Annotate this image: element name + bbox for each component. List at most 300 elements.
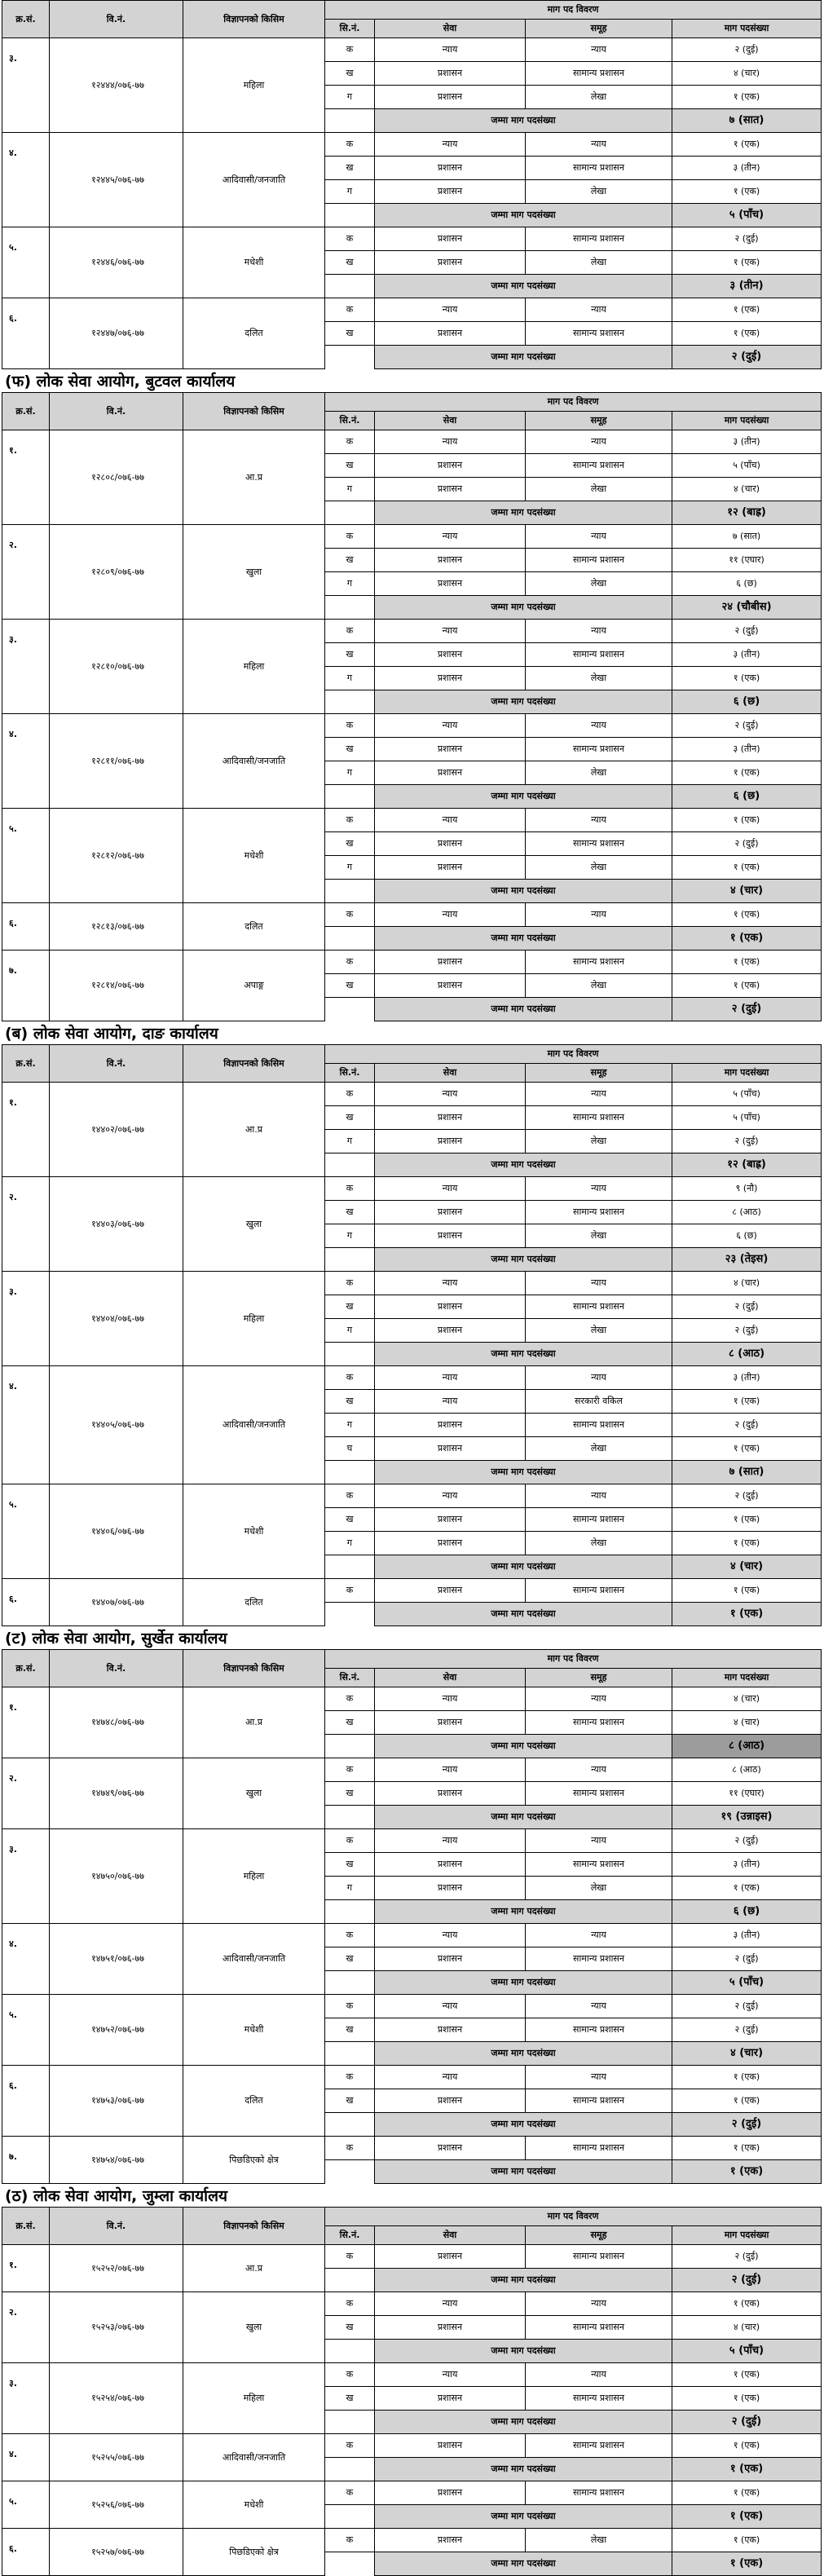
table-row <box>2 809 822 832</box>
sn-cell: क <box>325 1924 375 1947</box>
total-blank <box>325 2160 375 2184</box>
header-row <box>2 393 822 412</box>
total-blank <box>325 109 375 133</box>
service-cell: प्रशासन <box>375 761 526 785</box>
sn-cell: ख <box>325 832 375 856</box>
sn-cell: ख <box>325 1853 375 1877</box>
table-row <box>2 1924 822 1947</box>
group-cell: सामान्य प्रशासन <box>526 1947 672 1971</box>
serial-cell: ६. <box>2 903 50 951</box>
count-cell: १ (एक) <box>672 1532 822 1555</box>
total-label: जम्मा माग पदसंख्या <box>375 1603 672 1626</box>
table-row <box>2 1687 822 1711</box>
sn-cell: क <box>325 1758 375 1782</box>
header-detail: माग पद विवरण <box>325 1045 822 1064</box>
header-ad-type: विज्ञापनको किसिम <box>183 2208 325 2245</box>
group-cell: न्याय <box>526 620 672 643</box>
header-serial: क्र.सं. <box>2 393 50 430</box>
count-cell: ११ (एघार) <box>672 1782 822 1806</box>
count-cell: ४ (चार) <box>672 2316 822 2340</box>
serial-cell: ४. <box>2 714 50 809</box>
ad-number-cell: १२४४७/०७६-७७ <box>50 298 183 369</box>
header-sn: सि.नं. <box>325 20 375 38</box>
total-blank <box>325 1900 375 1924</box>
vacancy-table <box>2 1044 822 1626</box>
ad-number-cell: १२८१३/०७६-७७ <box>50 903 183 951</box>
sn-cell: ख <box>325 738 375 761</box>
count-cell: ३ (तीन) <box>672 1366 822 1390</box>
total-value: ६ (छ) <box>672 1900 822 1924</box>
group-cell: न्याय <box>526 1924 672 1947</box>
total-blank <box>325 927 375 951</box>
ad-type-cell: महिला <box>183 1272 325 1366</box>
service-cell: न्याय <box>375 525 526 549</box>
sn-cell: ख <box>325 2316 375 2340</box>
count-cell: २ (दुई) <box>672 1295 822 1319</box>
count-cell: २ (दुई) <box>672 1995 822 2018</box>
group-cell: लेखा <box>526 251 672 275</box>
header-detail: माग पद विवरण <box>325 2208 822 2226</box>
sn-cell: ख <box>325 157 375 180</box>
service-cell: प्रशासन <box>375 2434 526 2458</box>
total-blank <box>325 1971 375 1995</box>
sn-cell: ग <box>325 1319 375 1343</box>
group-cell: सामान्य प्रशासन <box>526 1579 672 1603</box>
header-count: माग पदसंख्या <box>672 2226 822 2245</box>
service-cell: प्रशासन <box>375 2137 526 2160</box>
service-cell: प्रशासन <box>375 2481 526 2505</box>
table-row <box>2 227 822 251</box>
count-cell: १ (एक) <box>672 133 822 157</box>
header-group: समूह <box>526 1064 672 1083</box>
header-row <box>2 1 822 20</box>
serial-cell: ३. <box>2 2363 50 2434</box>
total-value: ७ (सात) <box>672 1461 822 1484</box>
service-cell: प्रशासन <box>375 251 526 275</box>
count-cell: २ (दुई) <box>672 227 822 251</box>
sn-cell: क <box>325 1579 375 1603</box>
total-blank <box>325 501 375 525</box>
header-ad-number: वि.नं. <box>50 2208 183 2245</box>
header-row <box>2 1650 822 1669</box>
service-cell: न्याय <box>375 1177 526 1201</box>
count-cell: २ (दुई) <box>672 38 822 62</box>
group-cell: सामान्य प्रशासन <box>526 227 672 251</box>
count-cell: ३ (तीन) <box>672 643 822 667</box>
serial-cell: ४. <box>2 2434 50 2481</box>
group-cell: लेखा <box>526 974 672 998</box>
group-cell: लेखा <box>526 667 672 690</box>
total-value: २ (दुई) <box>672 2269 822 2292</box>
sn-cell: ख <box>325 2018 375 2042</box>
total-value: २ (दुई) <box>672 346 822 369</box>
ad-type-cell: खुला <box>183 1758 325 1829</box>
header-group: समूह <box>526 1669 672 1687</box>
service-cell: प्रशासन <box>375 832 526 856</box>
service-cell: प्रशासन <box>375 157 526 180</box>
group-cell: सामान्य प्रशासन <box>526 832 672 856</box>
header-serial: क्र.सं. <box>2 2208 50 2245</box>
count-cell: २ (दुई) <box>672 1414 822 1437</box>
ad-type-cell: आदिवासी/जनजाति <box>183 1366 325 1484</box>
ad-type-cell: आ.प्र <box>183 1083 325 1177</box>
ad-type-cell: आदिवासी/जनजाति <box>183 133 325 227</box>
sn-cell: ख <box>325 1508 375 1532</box>
total-value: ६ (छ) <box>672 690 822 714</box>
group-cell: न्याय <box>526 1687 672 1711</box>
header-count: माग पदसंख्या <box>672 412 822 430</box>
group-cell: सामान्य प्रशासन <box>526 454 672 478</box>
service-cell: न्याय <box>375 38 526 62</box>
service-cell: न्याय <box>375 1366 526 1390</box>
count-cell: ११ (एघार) <box>672 549 822 572</box>
total-value: १ (एक) <box>672 2552 822 2576</box>
group-cell: सामान्य प्रशासन <box>526 2018 672 2042</box>
group-cell: सामान्य प्रशासन <box>526 2089 672 2113</box>
total-label: जम्मा माग पदसंख्या <box>375 2269 672 2292</box>
ad-number-cell: १२८१४/०७६-७७ <box>50 951 183 1021</box>
service-cell: प्रशासन <box>375 478 526 501</box>
sn-cell: क <box>325 1272 375 1295</box>
sn-cell: ख <box>325 643 375 667</box>
serial-cell: २. <box>2 1177 50 1272</box>
service-cell: प्रशासन <box>375 2529 526 2552</box>
ad-type-cell: पिछडिएको क्षेत्र <box>183 2529 325 2576</box>
total-label: जम्मा माग पदसंख्या <box>375 1806 672 1829</box>
header-count: माग पदसंख्या <box>672 20 822 38</box>
service-cell: प्रशासन <box>375 1437 526 1461</box>
service-cell: प्रशासन <box>375 2089 526 2113</box>
ad-number-cell: १४४०४/०७६-७७ <box>50 1272 183 1366</box>
total-label: जम्मा माग पदसंख्या <box>375 275 672 298</box>
total-value: १ (एक) <box>672 927 822 951</box>
table-row <box>2 1272 822 1295</box>
table-row <box>2 525 822 549</box>
header-ad-type: विज्ञापनको किसिम <box>183 1 325 38</box>
count-cell: १ (एक) <box>672 298 822 322</box>
sn-cell: ख <box>325 1711 375 1735</box>
serial-cell: १. <box>2 430 50 525</box>
ad-type-cell: खुला <box>183 1177 325 1272</box>
count-cell: ५ (पाँच) <box>672 1106 822 1130</box>
service-cell: प्रशासन <box>375 62 526 86</box>
serial-cell: ३. <box>2 1272 50 1366</box>
total-value: ४ (चार) <box>672 1555 822 1579</box>
total-label: जम्मा माग पदसंख्या <box>375 2505 672 2529</box>
group-cell: न्याय <box>526 430 672 454</box>
ad-number-cell: १२८१०/०७६-७७ <box>50 620 183 714</box>
count-cell: २ (दुई) <box>672 832 822 856</box>
total-blank <box>325 204 375 227</box>
vacancy-table <box>2 1649 822 2184</box>
sn-cell: क <box>325 1995 375 2018</box>
service-cell: न्याय <box>375 903 526 927</box>
count-cell: २ (दुई) <box>672 620 822 643</box>
sn-cell: ग <box>325 856 375 880</box>
header-service: सेवा <box>375 412 526 430</box>
total-blank <box>325 785 375 809</box>
group-cell: सामान्य प्रशासन <box>526 1782 672 1806</box>
table-row <box>2 1083 822 1106</box>
sn-cell: ग <box>325 1130 375 1153</box>
group-cell: न्याय <box>526 525 672 549</box>
service-cell: न्याय <box>375 1083 526 1106</box>
count-cell: ९ (नौ) <box>672 1177 822 1201</box>
total-blank <box>325 275 375 298</box>
serial-cell: ६. <box>2 1579 50 1626</box>
group-cell: सामान्य प्रशासन <box>526 549 672 572</box>
sn-cell: ग <box>325 1414 375 1437</box>
table-row <box>2 133 822 157</box>
ad-type-cell: आदिवासी/जनजाति <box>183 2434 325 2481</box>
count-cell: १ (एक) <box>672 903 822 927</box>
count-cell: १ (एक) <box>672 1390 822 1414</box>
total-label: जम्मा माग पदसंख्या <box>375 1735 672 1758</box>
count-cell: ४ (चार) <box>672 478 822 501</box>
group-cell: लेखा <box>526 1437 672 1461</box>
ad-type-cell: आ.प्र <box>183 2245 325 2292</box>
sn-cell: ख <box>325 2387 375 2411</box>
serial-cell: ३. <box>2 1829 50 1924</box>
table-row <box>2 298 822 322</box>
sn-cell: क <box>325 903 375 927</box>
service-cell: न्याय <box>375 1758 526 1782</box>
ad-type-cell: अपाङ्ग <box>183 951 325 1021</box>
total-label: जम्मा माग पदसंख्या <box>375 927 672 951</box>
group-cell: लेखा <box>526 856 672 880</box>
ad-number-cell: १५२५३/०७६-७७ <box>50 2292 183 2363</box>
serial-cell: ५. <box>2 227 50 298</box>
header-group: समूह <box>526 2226 672 2245</box>
service-cell: न्याय <box>375 133 526 157</box>
header-service: सेवा <box>375 2226 526 2245</box>
group-cell: न्याय <box>526 298 672 322</box>
sn-cell: ग <box>325 1532 375 1555</box>
sn-cell: क <box>325 2529 375 2552</box>
count-cell: १ (एक) <box>672 322 822 346</box>
table-row <box>2 951 822 974</box>
header-service: सेवा <box>375 1064 526 1083</box>
total-blank <box>325 880 375 903</box>
count-cell: १ (एक) <box>672 2066 822 2089</box>
ad-type-cell: महिला <box>183 38 325 133</box>
total-value: ३ (तीन) <box>672 275 822 298</box>
service-cell: प्रशासन <box>375 1711 526 1735</box>
service-cell: प्रशासन <box>375 738 526 761</box>
ad-type-cell: मधेशी <box>183 1995 325 2066</box>
total-label: जम्मा माग पदसंख्या <box>375 204 672 227</box>
ad-type-cell: आ.प्र <box>183 430 325 525</box>
ad-number-cell: १२४४४/०७६-७७ <box>50 38 183 133</box>
sn-cell: ख <box>325 1390 375 1414</box>
total-value: ५ (पाँच) <box>672 2340 822 2363</box>
header-ad-type: विज्ञापनको किसिम <box>183 1045 325 1083</box>
serial-cell: ६. <box>2 2529 50 2576</box>
sn-cell: क <box>325 951 375 974</box>
group-cell: न्याय <box>526 1484 672 1508</box>
total-label: जम्मा माग पदसंख्या <box>375 998 672 1021</box>
ad-number-cell: १४४०५/०७६-७७ <box>50 1366 183 1484</box>
sn-cell: ग <box>325 572 375 596</box>
service-cell: प्रशासन <box>375 1295 526 1319</box>
total-label: जम्मा माग पदसंख्या <box>375 109 672 133</box>
total-label: जम्मा माग पदसंख्या <box>375 2552 672 2576</box>
count-cell: १ (एक) <box>672 2434 822 2458</box>
ad-type-cell: आ.प्र <box>183 1687 325 1758</box>
serial-cell: १. <box>2 2245 50 2292</box>
header-serial: क्र.सं. <box>2 1 50 38</box>
service-cell: प्रशासन <box>375 1130 526 1153</box>
service-cell: प्रशासन <box>375 1947 526 1971</box>
service-cell: प्रशासन <box>375 1201 526 1224</box>
group-cell: लेखा <box>526 572 672 596</box>
service-cell: न्याय <box>375 1995 526 2018</box>
sn-cell: क <box>325 2137 375 2160</box>
sn-cell: ख <box>325 454 375 478</box>
sn-cell: क <box>325 1083 375 1106</box>
sn-cell: ख <box>325 974 375 998</box>
count-cell: २ (दुई) <box>672 1947 822 1971</box>
serial-cell: १. <box>2 1083 50 1177</box>
header-count: माग पदसंख्या <box>672 1669 822 1687</box>
table-row <box>2 2363 822 2387</box>
table-row <box>2 1758 822 1782</box>
service-cell: प्रशासन <box>375 1508 526 1532</box>
count-cell: १ (एक) <box>672 1508 822 1532</box>
count-cell: ७ (सात) <box>672 525 822 549</box>
count-cell: २ (दुई) <box>672 2245 822 2269</box>
count-cell: २ (दुई) <box>672 1484 822 1508</box>
table-row <box>2 1829 822 1853</box>
total-value: २३ (तेइस) <box>672 1248 822 1272</box>
total-label: जम्मा माग पदसंख्या <box>375 2411 672 2434</box>
count-cell: १ (एक) <box>672 974 822 998</box>
header-service: सेवा <box>375 1669 526 1687</box>
total-blank <box>325 1248 375 1272</box>
service-cell: न्याय <box>375 2363 526 2387</box>
service-cell: न्याय <box>375 714 526 738</box>
service-cell: प्रशासन <box>375 86 526 109</box>
ad-type-cell: आदिवासी/जनजाति <box>183 714 325 809</box>
sn-cell: ग <box>325 86 375 109</box>
service-cell: प्रशासन <box>375 322 526 346</box>
serial-cell: २. <box>2 1758 50 1829</box>
serial-cell: २. <box>2 525 50 620</box>
ad-number-cell: १४७४९/०७६-७७ <box>50 1758 183 1829</box>
sn-cell: क <box>325 714 375 738</box>
count-cell: ४ (चार) <box>672 1687 822 1711</box>
count-cell: २ (दुई) <box>672 2018 822 2042</box>
total-blank <box>325 1735 375 1758</box>
group-cell: लेखा <box>526 1319 672 1343</box>
sn-cell: ख <box>325 322 375 346</box>
group-cell: न्याय <box>526 1272 672 1295</box>
ad-number-cell: १४७५१/०७६-७७ <box>50 1924 183 1995</box>
count-cell: १ (एक) <box>672 2292 822 2316</box>
group-cell: न्याय <box>526 1366 672 1390</box>
total-label: जम्मा माग पदसंख्या <box>375 1248 672 1272</box>
service-cell: प्रशासन <box>375 667 526 690</box>
sn-cell: क <box>325 1484 375 1508</box>
group-cell: सामान्य प्रशासन <box>526 1106 672 1130</box>
total-value: ४ (चार) <box>672 880 822 903</box>
group-cell: सामान्य प्रशासन <box>526 1201 672 1224</box>
sn-cell: क <box>325 38 375 62</box>
sn-cell: ख <box>325 1295 375 1319</box>
header-detail: माग पद विवरण <box>325 1650 822 1669</box>
serial-cell: २. <box>2 2292 50 2363</box>
table-row <box>2 38 822 62</box>
section-title: (ट) लोक सेवा आयोग, सुर्खेत कार्यालय <box>5 1630 227 1647</box>
table-row <box>2 620 822 643</box>
total-value: ७ (सात) <box>672 109 822 133</box>
service-cell: प्रशासन <box>375 643 526 667</box>
header-ad-number: वि.नं. <box>50 1650 183 1687</box>
table-row <box>2 2434 822 2458</box>
table-row <box>2 903 822 927</box>
count-cell: १ (एक) <box>672 761 822 785</box>
service-cell: प्रशासन <box>375 1532 526 1555</box>
total-value: ८ (आठ) <box>672 1343 822 1366</box>
total-blank <box>325 1461 375 1484</box>
sn-cell: क <box>325 2245 375 2269</box>
total-label: जम्मा माग पदसंख्या <box>375 880 672 903</box>
service-cell: न्याय <box>375 620 526 643</box>
section-title: (ब) लोक सेवा आयोग, दाङ कार्यालय <box>5 1025 218 1043</box>
group-cell: सामान्य प्रशासन <box>526 1711 672 1735</box>
group-cell: न्याय <box>526 1758 672 1782</box>
group-cell: न्याय <box>526 809 672 832</box>
ad-number-cell: १४४०६/०७६-७७ <box>50 1484 183 1579</box>
group-cell: लेखा <box>526 761 672 785</box>
total-label: जम्मा माग पदसंख्या <box>375 2340 672 2363</box>
serial-cell: ४. <box>2 1366 50 1484</box>
service-cell: न्याय <box>375 1924 526 1947</box>
ad-number-cell: १४४०३/०७६-७७ <box>50 1177 183 1272</box>
ad-type-cell: महिला <box>183 2363 325 2434</box>
service-cell: प्रशासन <box>375 1414 526 1437</box>
total-label: जम्मा माग पदसंख्या <box>375 2160 672 2184</box>
ad-type-cell: दलित <box>183 298 325 369</box>
group-cell: न्याय <box>526 2066 672 2089</box>
total-value: २ (दुई) <box>672 998 822 1021</box>
header-sn: सि.नं. <box>325 412 375 430</box>
total-label: जम्मा माग पदसंख्या <box>375 596 672 620</box>
ad-type-cell: मधेशी <box>183 809 325 903</box>
total-label: जम्मा माग पदसंख्या <box>375 2458 672 2481</box>
total-value: ५ (पाँच) <box>672 204 822 227</box>
ad-type-cell: मधेशी <box>183 2481 325 2529</box>
count-cell: १ (एक) <box>672 2363 822 2387</box>
header-ad-number: वि.नं. <box>50 393 183 430</box>
serial-cell: ४. <box>2 1924 50 1995</box>
group-cell: न्याय <box>526 903 672 927</box>
table-row <box>2 2529 822 2552</box>
ad-number-cell: १५२५७/०७६-७७ <box>50 2529 183 2576</box>
total-blank <box>325 690 375 714</box>
total-label: जम्मा माग पदसंख्या <box>375 2113 672 2137</box>
service-cell: प्रशासन <box>375 2245 526 2269</box>
table-row <box>2 714 822 738</box>
service-cell: न्याय <box>375 2292 526 2316</box>
count-cell: ३ (तीन) <box>672 1853 822 1877</box>
ad-number-cell: १२४४५/०७६-७७ <box>50 133 183 227</box>
count-cell: १ (एक) <box>672 2481 822 2505</box>
total-value: २ (दुई) <box>672 2113 822 2137</box>
serial-cell: ३. <box>2 38 50 133</box>
ad-type-cell: महिला <box>183 620 325 714</box>
table-row <box>2 2292 822 2316</box>
